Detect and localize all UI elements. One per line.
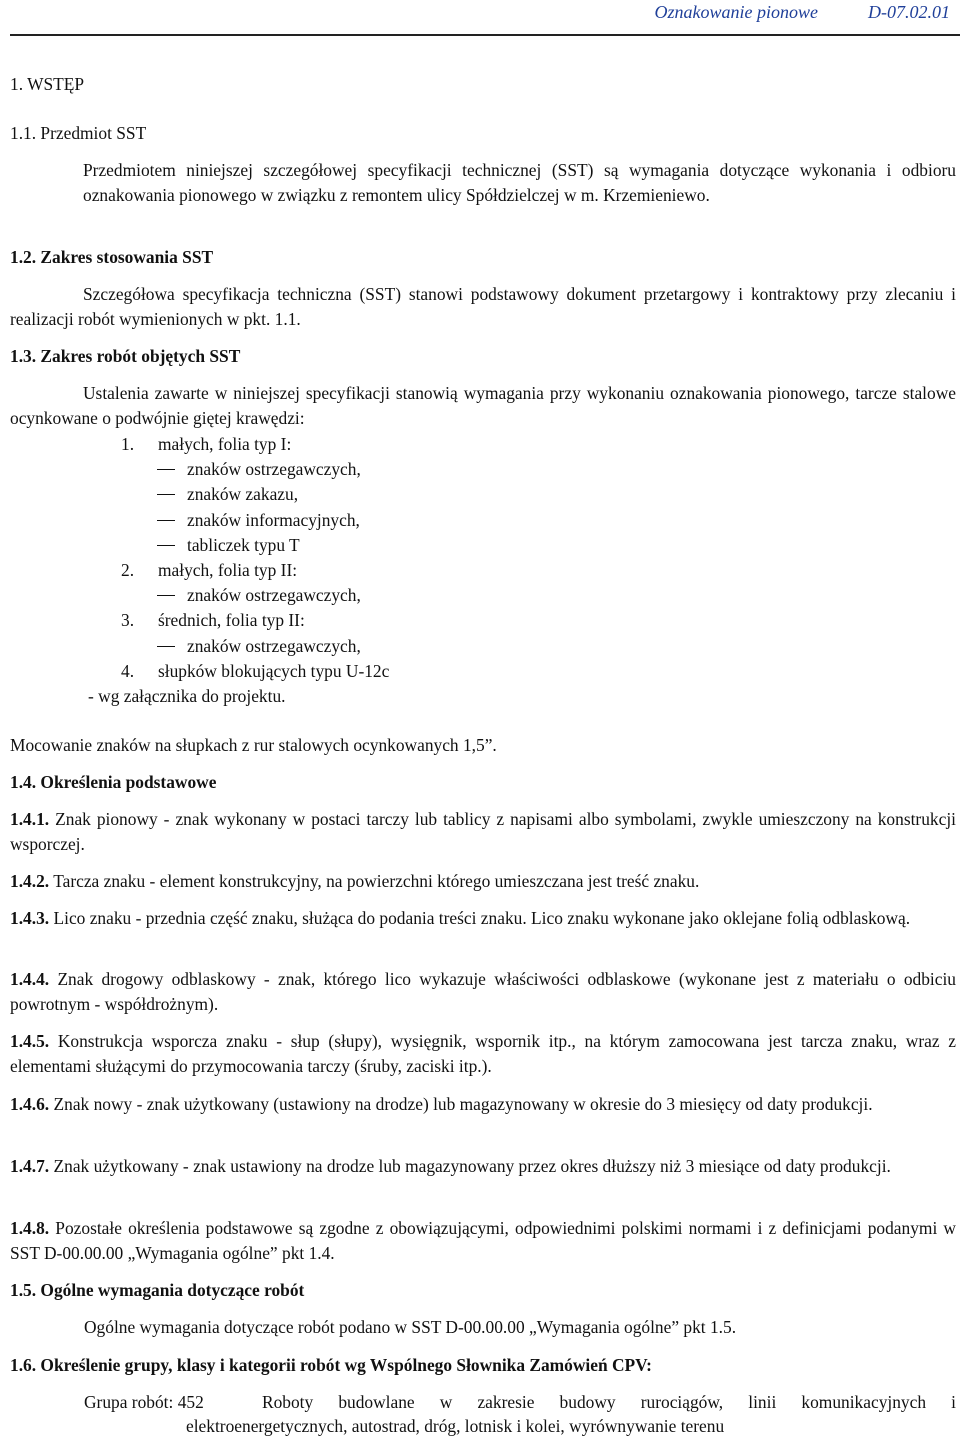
- section-1-1-heading: 1.1. Przedmiot SST: [10, 123, 147, 143]
- definition-1-4-6: 1.4.6. Znak nowy - znak użytkowany (ustawiony na drodze) lub magazynowany w okresie do 3 miesięcy od daty produkcji.: [10, 1094, 873, 1114]
- header-code: D-07.02.01: [868, 2, 950, 22]
- mounting-text: Mocowanie znaków na słupkach z rur stalowych ocynkowanych 1,5”.: [10, 735, 497, 755]
- section-1-3-heading: 1.3. Zakres robót objętych SST: [10, 346, 241, 366]
- definition-1-4-2: 1.4.2. Tarcza znaku - element konstrukcyjny, na powierzchni którego umieszczana jest treść znaku.: [10, 871, 700, 891]
- list-item-3: 3. średnich, folia typ II:: [121, 610, 305, 630]
- page-header: [605, 0, 951, 25]
- dash-item: znaków ostrzegawczych,: [157, 634, 960, 659]
- definition-1-4-1: 1.4.1. Znak pionowy - znak wykonany w postaci tarczy lub tablicy z napisami albo symbolami, zwykle umieszczony na konstrukcji wsporczej.: [10, 809, 956, 854]
- cpv-group-label: Grupa robót: 452: [84, 1392, 204, 1412]
- section-1-5-heading: 1.5. Ogólne wymagania dotyczące robót: [10, 1280, 305, 1300]
- definition-1-4-7: 1.4.7. Znak użytkowany - znak ustawiony na drodze lub magazynowany przez okres dłuższy niż 3 miesiące od daty produkcji.: [10, 1156, 891, 1176]
- cpv-group-text-line2: elektroenergetycznych, autostrad, dróg, lotnisk i kolei, wyrównywanie terenu: [186, 1416, 725, 1436]
- dash-item: znaków ostrzegawczych,: [157, 583, 960, 608]
- section-1-4-heading: 1.4. Określenia podstawowe: [10, 772, 217, 792]
- section-1-6-heading: 1.6. Określenie grupy, klasy i kategorii robót wg Wspólnego Słownika Zamówień CPV:: [10, 1355, 652, 1375]
- definition-1-4-5: 1.4.5. Konstrukcja wsporcza znaku - słup (słupy), wysięgnik, wspornik itp., na którym zamocowana jest tarcza znaku, wraz z elementami służącymi do przymocowania tarczy (śruby, zaciski itp.).: [10, 1031, 956, 1076]
- definition-1-4-8: 1.4.8. Pozostałe określenia podstawowe są zgodne z obowiązującymi, odpowiednimi polskimi normami i z definicjami podanymi w SST D-00.00.00 „Wymagania ogólne” pkt 1.4.: [10, 1218, 956, 1263]
- header-title: Oznakowanie pionowe: [654, 2, 818, 22]
- dash-item: znaków informacyjnych,: [157, 508, 960, 533]
- attachment-note: - wg załącznika do projektu.: [88, 686, 286, 706]
- dash-item: znaków ostrzegawczych,: [157, 457, 960, 482]
- list-item-1: 1. małych, folia typ I:: [121, 434, 292, 454]
- header-rule: [10, 34, 960, 36]
- definition-1-4-3: 1.4.3. Lico znaku - przednia część znaku, służąca do podania treści znaku. Lico znaku wykonane jako oklejane folią odblaskową.: [10, 908, 911, 928]
- cpv-group-text-line1: Roboty budowlane w zakresie budowy rurociągów, linii komunikacyjnych i: [262, 1392, 956, 1412]
- list-item-2: 2. małych, folia typ II:: [121, 560, 298, 580]
- section-1-1-body: Przedmiotem niniejszej szczegółowej specyfikacji technicznej (SST) są wymagania dotyczące wykonania i odbioru oznakowania pionowego w związku z remontem ulicy Spółdzielczej w m. Krzemieniewo.: [83, 160, 956, 205]
- section-1-heading: 1. WSTĘP: [10, 74, 85, 94]
- definition-1-4-4: 1.4.4. Znak drogowy odblaskowy - znak, którego lico wykazuje właściwości odblaskowe (wykonane jest z materiału o odbiciu powrotnym - współdrożnym).: [10, 969, 956, 1014]
- section-1-1-text: [10, 158, 956, 207]
- section-1-5-text: Ogólne wymagania dotyczące robót podano w SST D-00.00.00 „Wymagania ogólne” pkt 1.5.: [84, 1317, 737, 1337]
- list-item-4: 4. słupków blokujących typu U-12c: [121, 661, 390, 681]
- dash-item: tabliczek typu T: [157, 533, 960, 558]
- section-1-2-text: Szczegółowa specyfikacja techniczna (SST) stanowi podstawowy dokument przetargowy i kontraktowy przy zlecaniu i realizacji robót wymienionych w pkt. 1.1.: [10, 284, 956, 329]
- section-1-2-heading: 1.2. Zakres stosowania SST: [10, 247, 214, 267]
- section-1-3-intro: Ustalenia zawarte w niniejszej specyfikacji stanowią wymagania przy wykonaniu oznakowania pionowego, tarcze stalowe ocynkowane o podwójnie giętej krawędzi:: [10, 383, 956, 428]
- dash-item: znaków zakazu,: [157, 482, 960, 507]
